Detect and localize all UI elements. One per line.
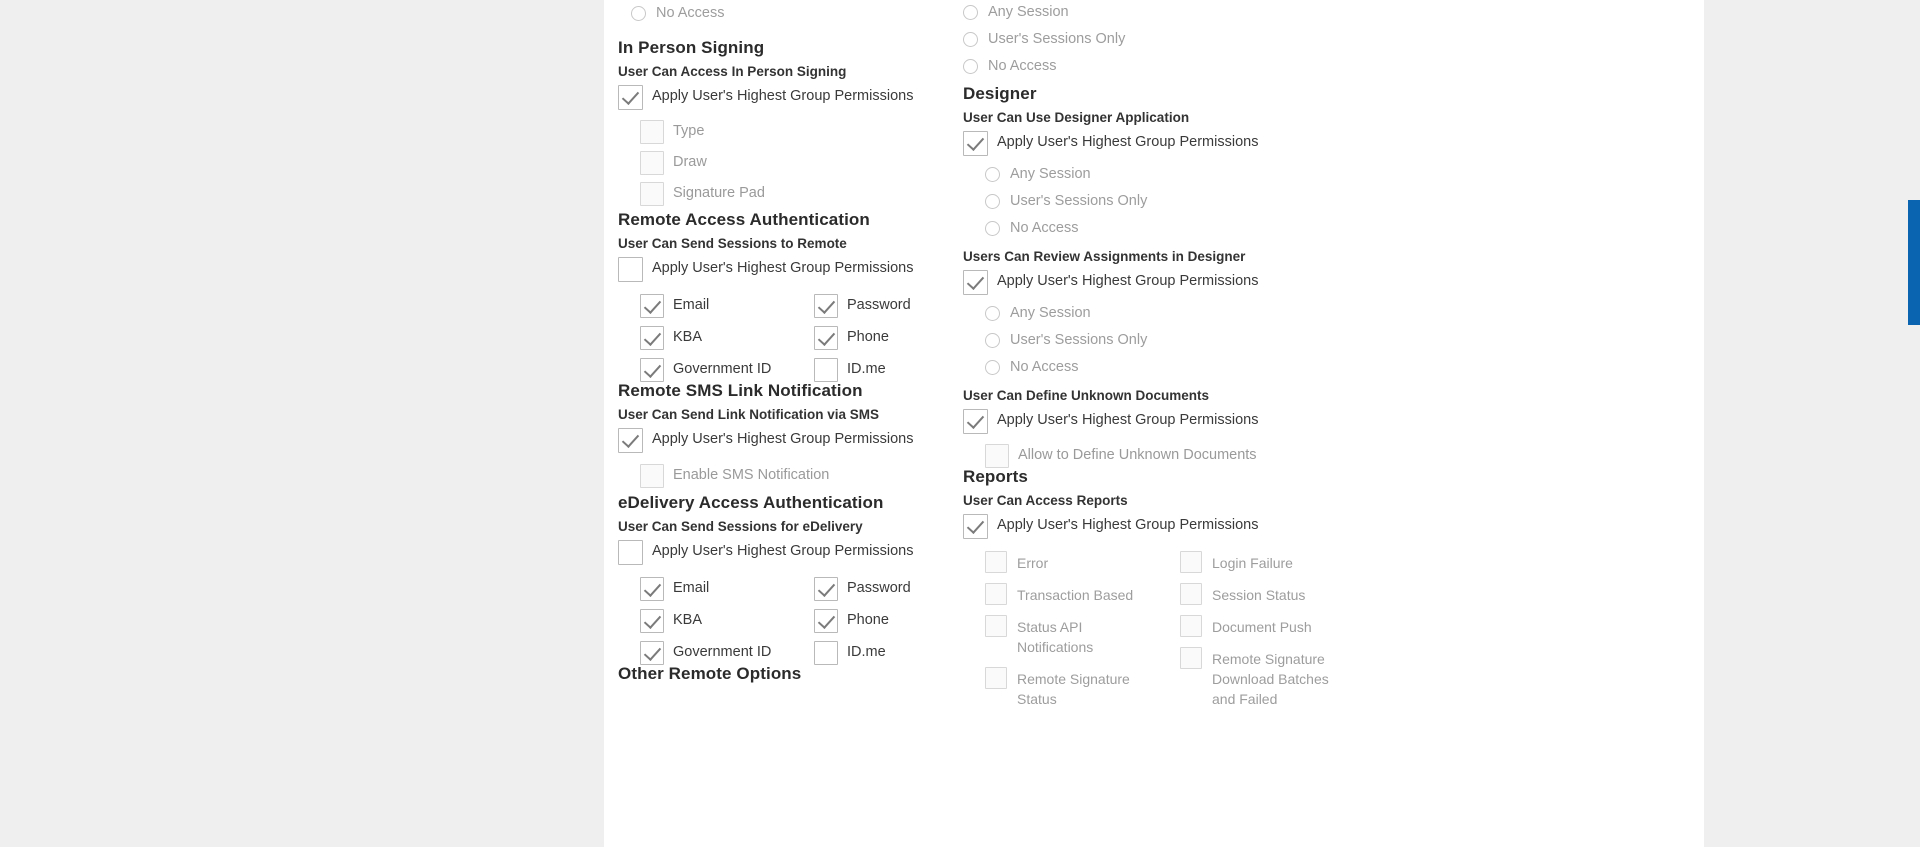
section-designer [963,84,1423,472]
checkbox-icon[interactable] [640,464,664,488]
section-title: Designer [963,84,1037,103]
checkbox-icon[interactable] [618,85,643,110]
checkbox-label: Email [673,580,710,596]
scrollbar-thumb[interactable] [1908,200,1920,325]
checkbox-label: Status API Notifications [1017,619,1094,655]
radio-label: User's Sessions Only [988,31,1126,47]
radio-icon[interactable] [985,333,1000,348]
checkbox-icon[interactable] [814,641,838,665]
radio-icon[interactable] [985,221,1000,236]
checkbox-label: Password [847,297,911,313]
checkbox-transaction-based[interactable] [985,583,1160,605]
checkbox-government-id[interactable] [640,358,814,382]
radio-icon[interactable] [985,194,1000,209]
section-title: Remote Access Authentication [618,210,870,229]
radio-icon[interactable] [631,6,646,21]
checkbox-login-failure[interactable] [1180,551,1355,573]
radio-users-sessions-only[interactable] [963,30,1125,48]
field-label: User Can Send Sessions for eDelivery [618,519,863,534]
settings-panel [604,0,1704,847]
section-title: In Person Signing [618,38,765,57]
checkbox-icon[interactable] [640,326,664,350]
radio-label: Any Session [988,4,1069,20]
section-title: eDelivery Access Authentication [618,493,884,512]
checkbox-label: Login Failure [1212,555,1293,571]
checkbox-icon[interactable] [618,257,643,282]
group-define-unknown-documents [963,388,1423,468]
checkbox-label: Apply User's Highest Group Permissions [997,517,1259,533]
checkbox-document-push[interactable] [1180,615,1355,637]
radio-label: Any Session [1010,305,1091,321]
radio-any-session[interactable] [985,165,1423,183]
radio-icon[interactable] [985,360,1000,375]
checkbox-label: Error [1017,555,1049,571]
radio-icon[interactable] [963,59,978,74]
checkbox-label: Email [673,297,710,313]
checkbox-icon[interactable] [640,609,664,633]
checkbox-remote-signature-status[interactable] [985,667,1160,709]
checkbox-label: Signature Pad [673,185,765,201]
section-title: Remote SMS Link Notification [618,381,863,400]
checkbox-apply-highest-group-permissions[interactable] [963,409,1423,434]
checkbox-icon[interactable] [640,120,664,144]
radio-icon[interactable] [963,5,978,20]
checkbox-label: Phone [847,329,889,345]
group-use-designer-application [963,110,1423,237]
checkbox-error[interactable] [985,551,1160,573]
checkbox-label: Apply User's Highest Group Permissions [997,412,1259,428]
checkbox-label: Apply User's Highest Group Permissions [997,134,1259,150]
radio-icon[interactable] [963,32,978,47]
checkbox-allow-define-unknown-documents[interactable] [985,444,1423,468]
radio-any-session[interactable] [985,304,1423,322]
checkbox-label: ID.me [847,361,886,377]
radio-icon[interactable] [985,306,1000,321]
checkbox-icon[interactable] [985,615,1007,637]
checkbox-email[interactable] [640,294,814,318]
checkbox-apply-highest-group-permissions[interactable] [963,514,1433,539]
checkbox-icon[interactable] [1180,551,1202,573]
checkbox-icon[interactable] [814,358,838,382]
checkbox-label: Document Push [1212,619,1312,635]
radio-no-access[interactable] [985,219,1423,237]
group-review-assignments-in-designer [963,249,1423,376]
checkbox-icon[interactable] [618,428,643,453]
radio-users-sessions-only[interactable] [985,192,1423,210]
checkbox-icon[interactable] [640,182,664,206]
checkbox-label: Enable SMS Notification [673,467,830,483]
section-title: Reports [963,467,1028,486]
checkbox-label: Apply User's Highest Group Permissions [652,543,914,559]
checkbox-icon[interactable] [963,514,988,539]
section-title: Other Remote Options [618,664,802,683]
field-label: User Can Define Unknown Documents [963,388,1210,403]
checkbox-label: ID.me [847,644,886,660]
checkbox-icon[interactable] [963,409,988,434]
checkbox-icon[interactable] [640,294,664,318]
field-label: User Can Send Link Notification via SMS [618,407,880,422]
checkbox-apply-highest-group-permissions[interactable] [963,131,1423,156]
radio-no-access-top[interactable] [631,4,725,22]
checkbox-icon[interactable] [963,270,988,295]
checkbox-label: Session Status [1212,587,1306,603]
checkbox-label: Transaction Based [1017,587,1134,603]
checkbox-icon[interactable] [1180,583,1202,605]
field-label: Users Can Review Assignments in Designer [963,249,1246,264]
field-label: User Can Send Sessions to Remote [618,236,847,251]
checkbox-remote-signature-download-batches[interactable] [1180,647,1355,709]
checkbox-icon[interactable] [814,294,838,318]
radio-label: No Access [1010,359,1079,375]
radio-icon[interactable] [985,167,1000,182]
checkbox-icon[interactable] [640,577,664,601]
checkbox-icon[interactable] [1180,615,1202,637]
checkbox-kba[interactable] [640,609,814,633]
checkbox-icon[interactable] [985,551,1007,573]
checkbox-label: Type [673,123,705,139]
checkbox-icon[interactable] [985,444,1009,468]
checkbox-icon[interactable] [618,540,643,565]
checkbox-icon[interactable] [814,326,838,350]
checkbox-label: Government ID [673,361,772,377]
checkbox-session-status[interactable] [1180,583,1355,605]
checkbox-icon[interactable] [985,667,1007,689]
field-label: User Can Access Reports [963,493,1128,508]
radio-label: Any Session [1010,166,1091,182]
checkbox-label: Draw [673,154,707,170]
checkbox-label: Remote Signature Download Batches and Failed [1212,651,1329,707]
checkbox-icon[interactable] [1180,647,1202,669]
radio-label: User's Sessions Only [1010,332,1148,348]
checkbox-label: Phone [847,612,889,628]
radio-label: No Access [988,58,1057,74]
checkbox-icon[interactable] [814,609,838,633]
section-reports [963,467,1433,719]
radio-label: User's Sessions Only [1010,193,1148,209]
checkbox-icon[interactable] [640,358,664,382]
checkbox-icon[interactable] [640,641,664,665]
checkbox-label: Apply User's Highest Group Permissions [652,431,914,447]
checkbox-apply-highest-group-permissions[interactable] [963,270,1423,295]
checkbox-label: Remote Signature Status [1017,671,1130,707]
checkbox-kba[interactable] [640,326,814,350]
checkbox-label: Apply User's Highest Group Permissions [652,260,914,276]
top-radio-group [963,3,1125,84]
checkbox-label: Government ID [673,644,772,660]
checkbox-label: KBA [673,329,703,345]
checkbox-government-id[interactable] [640,641,814,665]
radio-label: No Access [656,5,725,21]
checkbox-icon[interactable] [640,151,664,175]
checkbox-label: KBA [673,612,703,628]
checkbox-icon[interactable] [814,577,838,601]
checkbox-status-api-notifications[interactable] [985,615,1160,657]
radio-no-access[interactable] [985,358,1423,376]
radio-label: No Access [1010,220,1079,236]
checkbox-label: Allow to Define Unknown Documents [1018,447,1257,463]
checkbox-label: Apply User's Highest Group Permissions [652,88,914,104]
radio-no-access[interactable] [963,57,1125,75]
field-label: User Can Use Designer Application [963,110,1190,125]
checkbox-icon[interactable] [985,583,1007,605]
field-label: User Can Access In Person Signing [618,64,847,79]
scrollbar-track[interactable] [1914,0,1920,847]
radio-users-sessions-only[interactable] [985,331,1423,349]
checkbox-label: Apply User's Highest Group Permissions [997,273,1259,289]
checkbox-icon[interactable] [963,131,988,156]
checkbox-email[interactable] [640,577,814,601]
checkbox-label: Password [847,580,911,596]
radio-any-session[interactable] [963,3,1125,21]
